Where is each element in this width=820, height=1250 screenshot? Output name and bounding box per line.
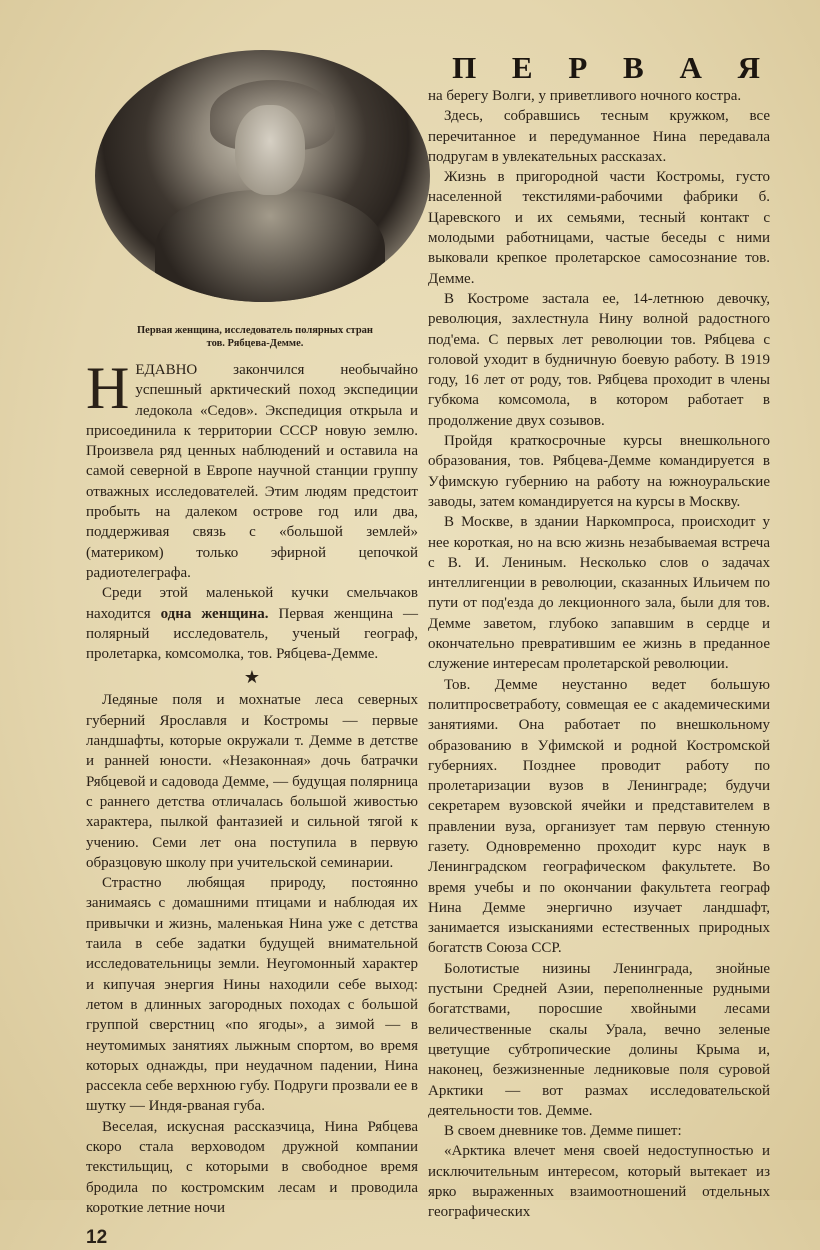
right-area: [428, 50, 774, 1223]
paragraph: [86, 355, 418, 583]
star-separator-icon: ★: [243, 667, 261, 688]
left-area: [86, 50, 426, 1250]
paragraph: В своем дневнике тов. Демме пишет:: [444, 1123, 682, 1140]
page-number: 12: [86, 1227, 108, 1249]
paragraph: В Костроме застала ее, 14-летнюю девочку, революция, захлестнула Нину волной радостного под'ема. С первых лет революции тов. Рябцева с головой уходит в будничную боевую работу. В 1919 году, 16 лет от роду, тов. Рябцева проходит в члены губкома комсомола, в котором работает в продолжение двух созывов.: [428, 290, 770, 429]
paragraph-text: Первая женщина — полярный исследователь, ученый географ, пролетарка, комсомолка, тов. Рябцева-Демме.: [86, 605, 419, 663]
paragraph-text: Среди этой маленькой кучки смельчаков находится: [86, 585, 418, 622]
paragraph: В Москве, в здании Наркомпроса, происходит у нее короткая, но на всю жизнь незабываемая встреча с В. И. Лениным. Несколько слов о задачах интеллигенции в революции, сказанных Ильичем по пути от под'езда до лекционного зала, были для тов. Демме заветом, глубоко запавшим в сердце и окончательно превратившим ее жизнь в преданное служение интересам пролетарской революции.: [428, 514, 770, 673]
caption-line-1: Первая женщина, исследователь полярных стран: [137, 325, 373, 336]
right-column: [428, 86, 770, 1223]
paragraph: Болотистые низины Ленинграда, знойные пустыни Средней Азии, переполненные рудными богатствами, поросшие хвойными лесами величественные скалы Урала, вечно зеленые цветущие субтропические долины Крыма и, наконец, безжизненные ледниковые поля суровой Арктики — вот размах исследовательской деятельности тов. Демме.: [428, 960, 770, 1119]
paragraph-text: ЕДАВНО закончился необычайно успешный арктический поход экспедиции ледокола «Седов». Экспедиция открыла и присоединила к территории СССР новую землю. Произвела ряд ценных наблюдений и оставила на самой северной в Европе научной станции группу отважных исследователей. Этим людям предстоит пробыть на далеком острове год или два, поддерживая связь с «большой землей» (материком) только эфирной цепочкой радиотелеграфа.: [86, 362, 418, 581]
photo-face: [235, 105, 305, 195]
drop-cap: Н: [86, 355, 130, 421]
paragraph: Веселая, искусная рассказчица, Нина Рябцева скоро стала верховодом дружной компании текстильщиц, с которыми в свободное время бродила по костромским лесам и проводила короткие летние ночи: [86, 1118, 418, 1216]
left-column: [86, 355, 419, 1218]
paragraph: «Арктика влечет меня своей недоступностью и исключительным интересом, который вытекает из ярко выраженных взаимоотношений отдельных географических: [428, 1143, 770, 1221]
paragraph: на берегу Волги, у приветливого ночного костра.: [428, 88, 742, 104]
article-heading: П Е Р В А Я: [452, 50, 774, 85]
paragraph: Тов. Демме неустанно ведет большую политпросветработу, совмещая ее с академическими занятиями. Она работает по внешкольному образованию в Уфимской и родной Костромской губерниях. Позднее проводит работу по пролетаризации вузов в Ленинграде; будучи секретарем вузовской ячейки и представителем в правлении вуза, организует там первую стенную газету. Одновременно проходит курс наук в Ленинградском географическом факультете. Во время учебы и по окончании факультета географ Нина Демме энергично изучает ландшафт, занимается изысканиями естественных природных богатств Союза ССР.: [428, 676, 770, 957]
portrait-photo: [95, 50, 430, 302]
paragraph: Ледяные поля и мохнатые леса северных губерний Ярославля и Костромы — первые ландшафты, которые окружали т. Демме в детстве и ранней юности. «Незаконная» дочь батрачки Рябцевой и садовода Демме, — будущая полярница с раннего детства отличалась большой живостью характера, пылкой фантазией и сильной тягой к учению. Семи лет она поступила в первую образцовую школу при учительской семинарии.: [86, 692, 418, 871]
paragraph: Здесь, собравшись тесным кружком, все перечитанное и передуманное Нина передавала подругам в увлекательных рассказах.: [428, 108, 770, 165]
photo-caption: [86, 324, 424, 350]
paragraph: Страстно любящая природу, постоянно занимаясь с домашними птицами и наблюдая их привычки и жизнь, маленькая Нина уже с детства таила в себе задатки будущей внимательной исследовательницы земли. Неугомонный характер и кипучая энергия Нины находили себе выход: летом в длинных загородных походах с большой группой сверстниц «по ягоды», а зимой — в неутомимых занятиях лыжным спортом, во время которых однажды, при неудачном падении, Нина рассекла себе верхнюю губу. Подруги прозвали ее в шутку — Индя-рваная губа.: [86, 875, 418, 1115]
paragraph: Жизнь в пригородной части Костромы, густо населенной текстилями-рабочими фабрики б. Царевского и их семьями, тесный контакт с молодыми работницами, частые беседы с ними выковали крепкое пролетарское самосознание тов. Демме.: [428, 169, 770, 287]
bold-phrase: одна женщина.: [160, 605, 269, 622]
paragraph: [86, 583, 418, 664]
photo-coat: [155, 190, 385, 302]
caption-line-2: тов. Рябцева-Демме.: [206, 338, 304, 349]
paragraph: Пройдя краткосрочные курсы внешкольного образования, тов. Рябцева-Демме командируется в Уфимскую губернию на работу на южноуральские заводы, затем командируется на курсы в Москву.: [428, 433, 770, 510]
